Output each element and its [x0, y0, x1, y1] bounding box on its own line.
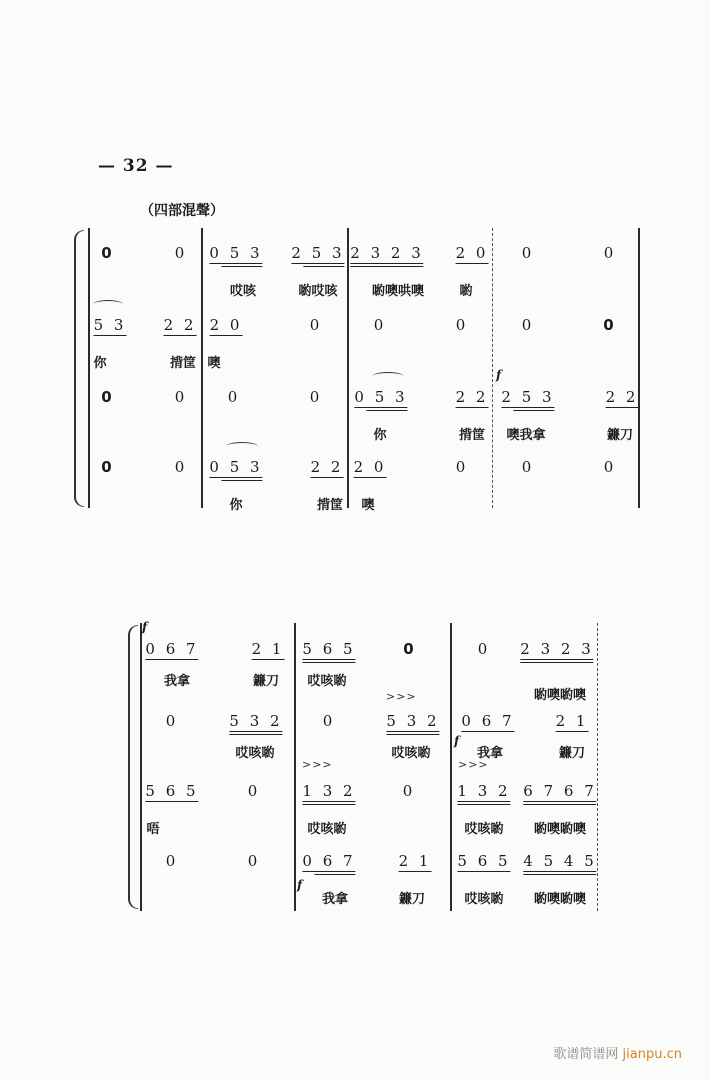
lyric: 噢 — [207, 356, 221, 371]
note-group: 0 — [402, 782, 416, 800]
lyric: 噢 — [361, 498, 375, 513]
note-group: 0 — [247, 852, 261, 870]
note-group: 0 — [174, 458, 188, 476]
note-group: 2 2 — [163, 316, 197, 334]
lyric: 喲噢喲噢 — [533, 688, 587, 703]
accent-marks: >>> — [458, 758, 489, 771]
note-group: 0 — [309, 388, 323, 406]
lyric: 喲 — [459, 284, 473, 299]
note-group: 2 1 — [555, 712, 589, 730]
note-group: 0 — [165, 852, 179, 870]
note-group: 5 6 5 — [457, 852, 511, 870]
note-group: 0 — [322, 712, 336, 730]
note-group: 0 6 7 — [461, 712, 515, 730]
lyric: 哎咳喲 — [235, 746, 275, 761]
note-group: 0 — [521, 458, 535, 476]
lyric: 喲哎咳 — [298, 284, 338, 299]
note-group: 2 0 — [353, 458, 387, 476]
note-group: 0 — [101, 458, 115, 476]
note-group: 0 — [403, 640, 417, 658]
note-group: 0 — [165, 712, 179, 730]
accent-marks: >>> — [302, 758, 333, 771]
note-group: 0 — [309, 316, 323, 334]
barline — [140, 623, 142, 911]
barline — [638, 228, 640, 508]
lyric: 噢我拿 — [506, 428, 546, 443]
note-group: 5 3 2 — [386, 712, 439, 735]
watermark — [553, 1043, 682, 1062]
note-group: 0 5 3 — [354, 388, 407, 411]
note-group: 0 — [101, 244, 115, 262]
dynamic-marking: f — [297, 878, 303, 892]
note-group: 0 — [101, 388, 115, 406]
system-brace — [128, 625, 138, 909]
page-number: — 32 — — [98, 156, 174, 176]
lyric: 哎咳 — [229, 284, 257, 299]
lyric: 鐮刀 — [398, 892, 426, 907]
barline — [294, 623, 296, 911]
note-group: 2 0 — [455, 244, 489, 262]
note-group: 6 7 6 7 — [523, 782, 596, 805]
slur — [93, 300, 123, 309]
barline — [201, 228, 203, 508]
lyric: 你 — [93, 356, 107, 371]
note-group: 0 — [603, 316, 617, 334]
slur — [372, 372, 404, 381]
note-group: 2 2 — [455, 388, 489, 406]
note-group: 0 — [174, 388, 188, 406]
note-group: 0 — [174, 244, 188, 262]
accent-marks: >>> — [386, 690, 417, 703]
lyric: 喲噢喲噢 — [533, 892, 587, 907]
note-group: 0 — [603, 244, 617, 262]
lyric: 揹筐 — [169, 356, 197, 371]
lyric: 哎咳喲 — [307, 674, 347, 689]
note-group: 0 — [521, 244, 535, 262]
note-group: 2 0 — [209, 316, 243, 334]
note-group: 2 1 — [251, 640, 285, 658]
dynamic-marking: f — [496, 368, 502, 382]
lyric: 喲噢喲噢 — [533, 822, 587, 837]
note-group: 4 5 4 5 — [523, 852, 596, 875]
system-brace — [74, 230, 84, 507]
lyric: 哎咳喲 — [391, 746, 431, 761]
note-group: 2 5 3 — [291, 244, 344, 267]
note-group: 0 — [603, 458, 617, 476]
lyric: 你 — [373, 428, 387, 443]
dynamic-marking: f — [454, 734, 460, 748]
note-group: 1 3 2 — [457, 782, 510, 805]
note-group: 0 5 3 — [209, 458, 262, 481]
note-group: 2 2 — [310, 458, 344, 476]
note-group: 0 5 3 — [209, 244, 262, 267]
note-group: 0 — [247, 782, 261, 800]
lyric: 鐮刀 — [606, 428, 634, 443]
note-group: 2 5 3 — [501, 388, 554, 411]
note-group: 0 — [455, 458, 469, 476]
barline — [347, 228, 349, 508]
note-group: 1 3 2 — [302, 782, 355, 805]
note-group: 5 6 5 — [302, 640, 355, 663]
note-group: 0 — [227, 388, 241, 406]
lyric: 喲噢哄噢 — [371, 284, 425, 299]
lyric: 我拿 — [321, 892, 349, 907]
lyric: 唔 — [146, 822, 160, 837]
watermark-cn: 歌谱简谱网 — [553, 1047, 619, 1062]
note-group: 0 — [477, 640, 491, 658]
section-title: （四部混聲） — [140, 203, 224, 219]
note-group: 5 6 5 — [145, 782, 199, 800]
dynamic-marking: f — [142, 620, 148, 634]
slur — [226, 442, 258, 451]
barline — [450, 623, 452, 911]
lyric: 我拿 — [163, 674, 191, 689]
note-group: 2 3 2 3 — [350, 244, 423, 267]
note-group: 0 — [373, 316, 387, 334]
lyric: 你 — [229, 498, 243, 513]
barline — [88, 228, 90, 508]
lyric: 揹筐 — [316, 498, 344, 513]
lyric: 哎咳喲 — [464, 892, 504, 907]
note-group: 2 3 2 3 — [520, 640, 593, 663]
note-group: 0 — [521, 316, 535, 334]
note-group: 2 2 — [605, 388, 639, 406]
lyric: 鐮刀 — [252, 674, 280, 689]
note-group: 5 3 — [93, 316, 127, 334]
lyric: 我拿 — [476, 746, 504, 761]
lyric: 哎咳喲 — [307, 822, 347, 837]
lyric: 鐮刀 — [558, 746, 586, 761]
barline-dashed — [492, 228, 493, 508]
barline-dashed — [597, 623, 598, 911]
note-group: 2 1 — [398, 852, 432, 870]
note-group: 0 6 7 — [302, 852, 355, 875]
lyric: 揹筐 — [458, 428, 486, 443]
note-group: 0 — [455, 316, 469, 334]
lyric: 哎咳喲 — [464, 822, 504, 837]
note-group: 5 3 2 — [229, 712, 282, 735]
note-group: 0 6 7 — [145, 640, 199, 658]
watermark-site: jianpu.cn — [622, 1047, 682, 1062]
